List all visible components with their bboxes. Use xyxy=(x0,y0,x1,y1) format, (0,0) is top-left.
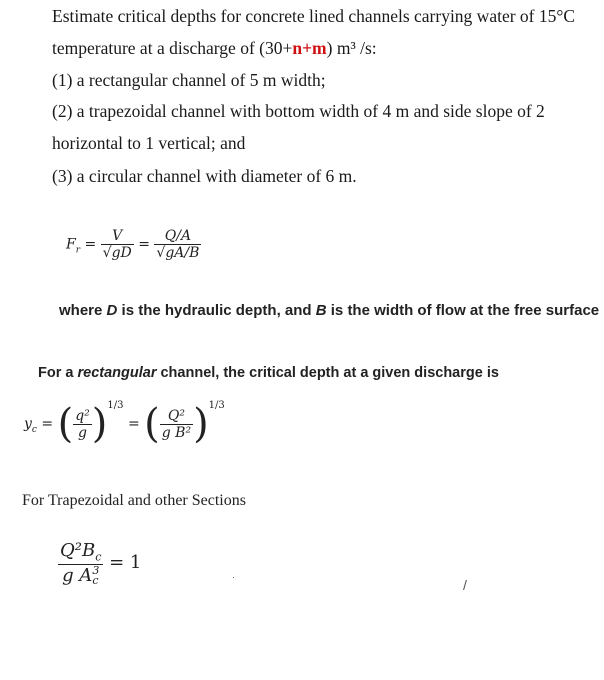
critical-q2: q² xyxy=(75,407,90,424)
problem-item-2a: (2) a trapezoidal channel with bottom width of 4 m and side slope of 2 xyxy=(52,101,545,121)
highlight-n-plus-m: n+m xyxy=(292,38,327,58)
critical-fraction-1 xyxy=(73,408,92,441)
critical-gB2: g B² xyxy=(161,424,192,441)
hydraulic-depth-note xyxy=(59,302,599,319)
trap-den-sub: c xyxy=(92,573,99,587)
froude-v: V xyxy=(112,228,123,244)
rectangular-note xyxy=(38,365,499,381)
froude-lhs: F xyxy=(66,236,76,253)
froude-fraction-1 xyxy=(101,228,134,261)
froude-qa: Q/A xyxy=(164,228,192,244)
problem-line-1: Estimate critical depths for concrete lined channels carrying water of 15°C xyxy=(52,6,576,26)
froude-fraction-2 xyxy=(154,228,201,261)
trap-denominator xyxy=(58,564,103,586)
stray-pen-mark: / xyxy=(463,577,467,593)
problem-line-2-suffix: ) m³ /s: xyxy=(326,38,377,58)
trap-den-text: g A xyxy=(62,564,93,586)
critical-fraction-2 xyxy=(160,408,193,441)
critical-Q2: Q² xyxy=(167,407,185,424)
rect-pre: For a xyxy=(38,365,78,381)
yc-lhs-sub: c xyxy=(31,424,37,435)
froude-lhs-sub: r xyxy=(75,245,81,256)
problem-line-2-prefix: temperature at a discharge of (30+ xyxy=(52,38,293,58)
trap-num-sub: c xyxy=(95,550,102,564)
problem-item-2b: horizontal to 1 vertical; and xyxy=(52,133,246,153)
rect-post: channel, the critical depth at a given discharge is xyxy=(156,365,499,381)
problem-line-2 xyxy=(52,38,377,59)
froude-gab: gA/B xyxy=(165,245,200,261)
critical-exp-1: 1/3 xyxy=(107,400,124,411)
froude-sqrt-gd: √gD xyxy=(102,245,132,261)
trapezoidal-equation xyxy=(58,540,141,586)
where-b: B xyxy=(315,302,327,319)
critical-g: g xyxy=(73,424,92,441)
trap-fraction xyxy=(58,540,103,586)
where-mid: is the hydraulic depth, and xyxy=(117,302,316,319)
trap-numerator xyxy=(58,540,103,564)
froude-gd: gD xyxy=(111,245,132,261)
yc-lhs: y xyxy=(24,416,32,432)
critical-exp-2: 1/3 xyxy=(208,400,225,411)
where-d: D xyxy=(106,302,118,319)
trap-num-text: Q²B xyxy=(60,540,96,561)
trapezoidal-heading: For Trapezoidal and other Sections xyxy=(22,492,246,509)
rect-em: rectangular xyxy=(77,365,157,381)
problem-item-1: (1) a rectangular channel of 5 m width; xyxy=(52,70,326,90)
where-post: is the width of flow at the free surface xyxy=(326,302,600,319)
problem-item-3: (3) a circular channel with diameter of 6 m. xyxy=(52,166,357,186)
critical-depth-equation: $y_c$ = ( $\frac{\text{q²}}{g}$ )$^{1/3}$ = ( $\frac{\text{Q²}}{\text{g B²}}$ )$^{1/3}$ xyxy=(24,400,225,447)
trap-rhs: = 1 xyxy=(109,551,142,573)
froude-equation: $F_r$ = $\frac{V}{√gD}$ = $\frac{Q/A}{√gA/B}$ xyxy=(66,228,200,261)
froude-sqrt-gab: √gA/B xyxy=(156,245,200,261)
stray-dot: · xyxy=(232,572,235,582)
trap-den-sup: 3 xyxy=(92,563,100,577)
where-pre: where xyxy=(59,302,107,319)
